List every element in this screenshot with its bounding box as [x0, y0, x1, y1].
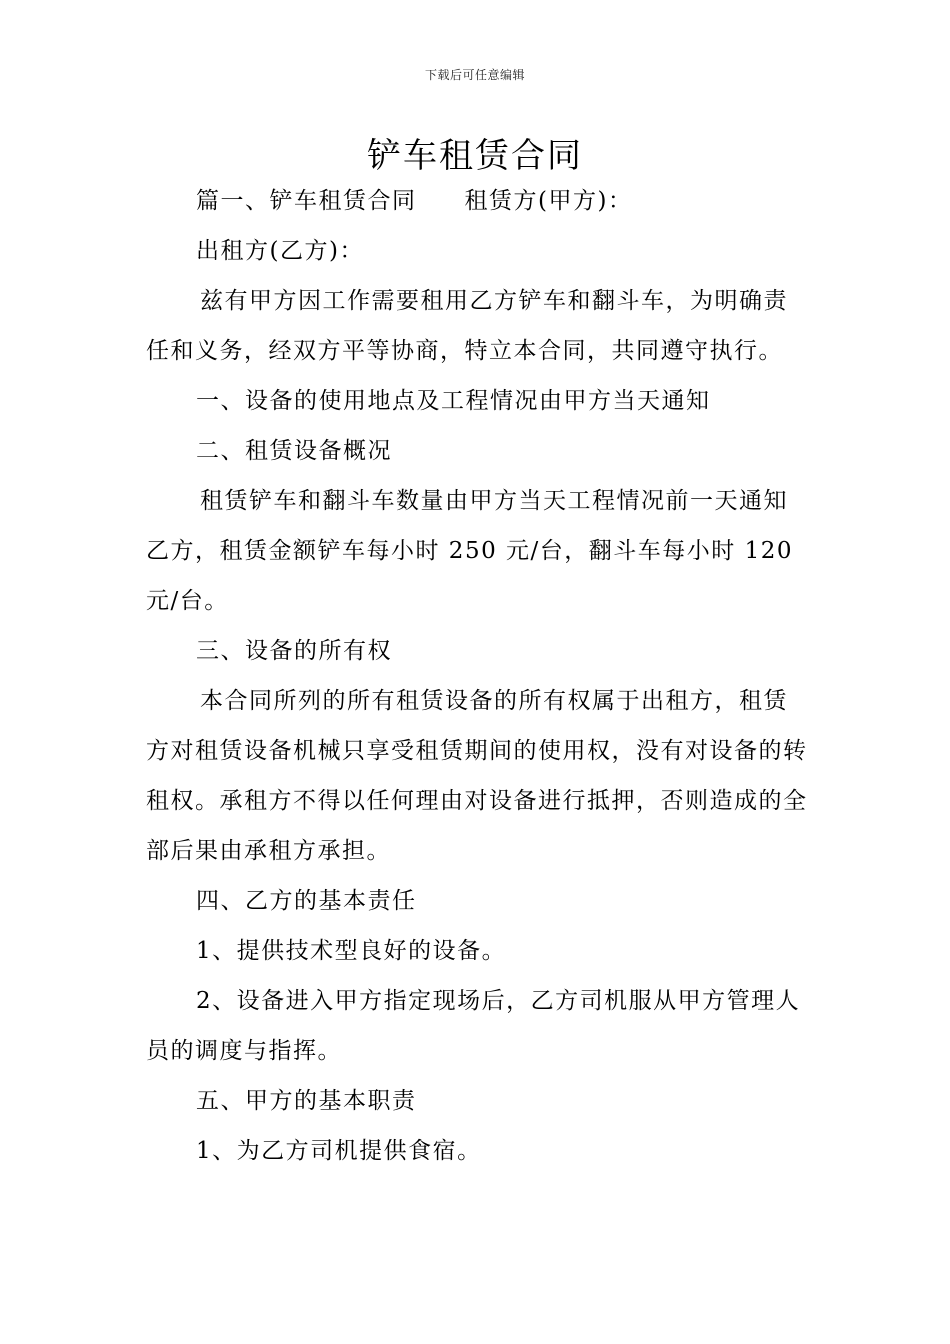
document-body: [146, 176, 808, 1176]
list-item: 1、为乙方司机提供食宿。: [196, 1138, 482, 1164]
list-item: 1、提供技术型良好的设备。: [196, 938, 507, 964]
part-label: 篇一、铲车租赁合同: [196, 188, 417, 214]
list-item: 2、设备进入甲方指定现场后，乙方司机服从甲方管理人员的调度与指挥。: [146, 988, 801, 1064]
paragraph-equipment: 租赁铲车和翻斗车数量由甲方当天工程情况前一天通知乙方，租赁金额铲车每小时 250 元/台，翻斗车每小时 120 元/台。: [146, 488, 793, 614]
document-title: 铲车租赁合同: [367, 136, 583, 176]
section-heading-2: 二、租赁设备概况: [196, 438, 392, 464]
section-heading-5: 五、甲方的基本职责: [196, 1088, 417, 1114]
intro-line: [146, 176, 808, 226]
section-heading-3: 三、设备的所有权: [196, 638, 392, 664]
lessee-label: 租赁方(甲方)：: [464, 188, 633, 214]
paragraph-ownership: 本合同所列的所有租赁设备的所有权属于出租方，租赁方对租赁设备机械只享受租赁期间的使用权，没有对设备的转租权。承租方不得以任何理由对设备进行抵押，否则造成的全部后果由承租方承担。: [146, 688, 808, 864]
paragraph-purpose: 兹有甲方因工作需要租用乙方铲车和翻斗车，为明确责任和义务，经双方平等协商，特立本合同，共同遵守执行。: [146, 288, 788, 364]
section-heading-4: 四、乙方的基本责任: [196, 888, 417, 914]
header-note: 下载后可任意编辑: [424, 68, 525, 82]
lessor-label: 出租方(乙方)：: [196, 238, 364, 264]
section-heading-1: 一、设备的使用地点及工程情况由甲方当天通知: [196, 388, 711, 414]
